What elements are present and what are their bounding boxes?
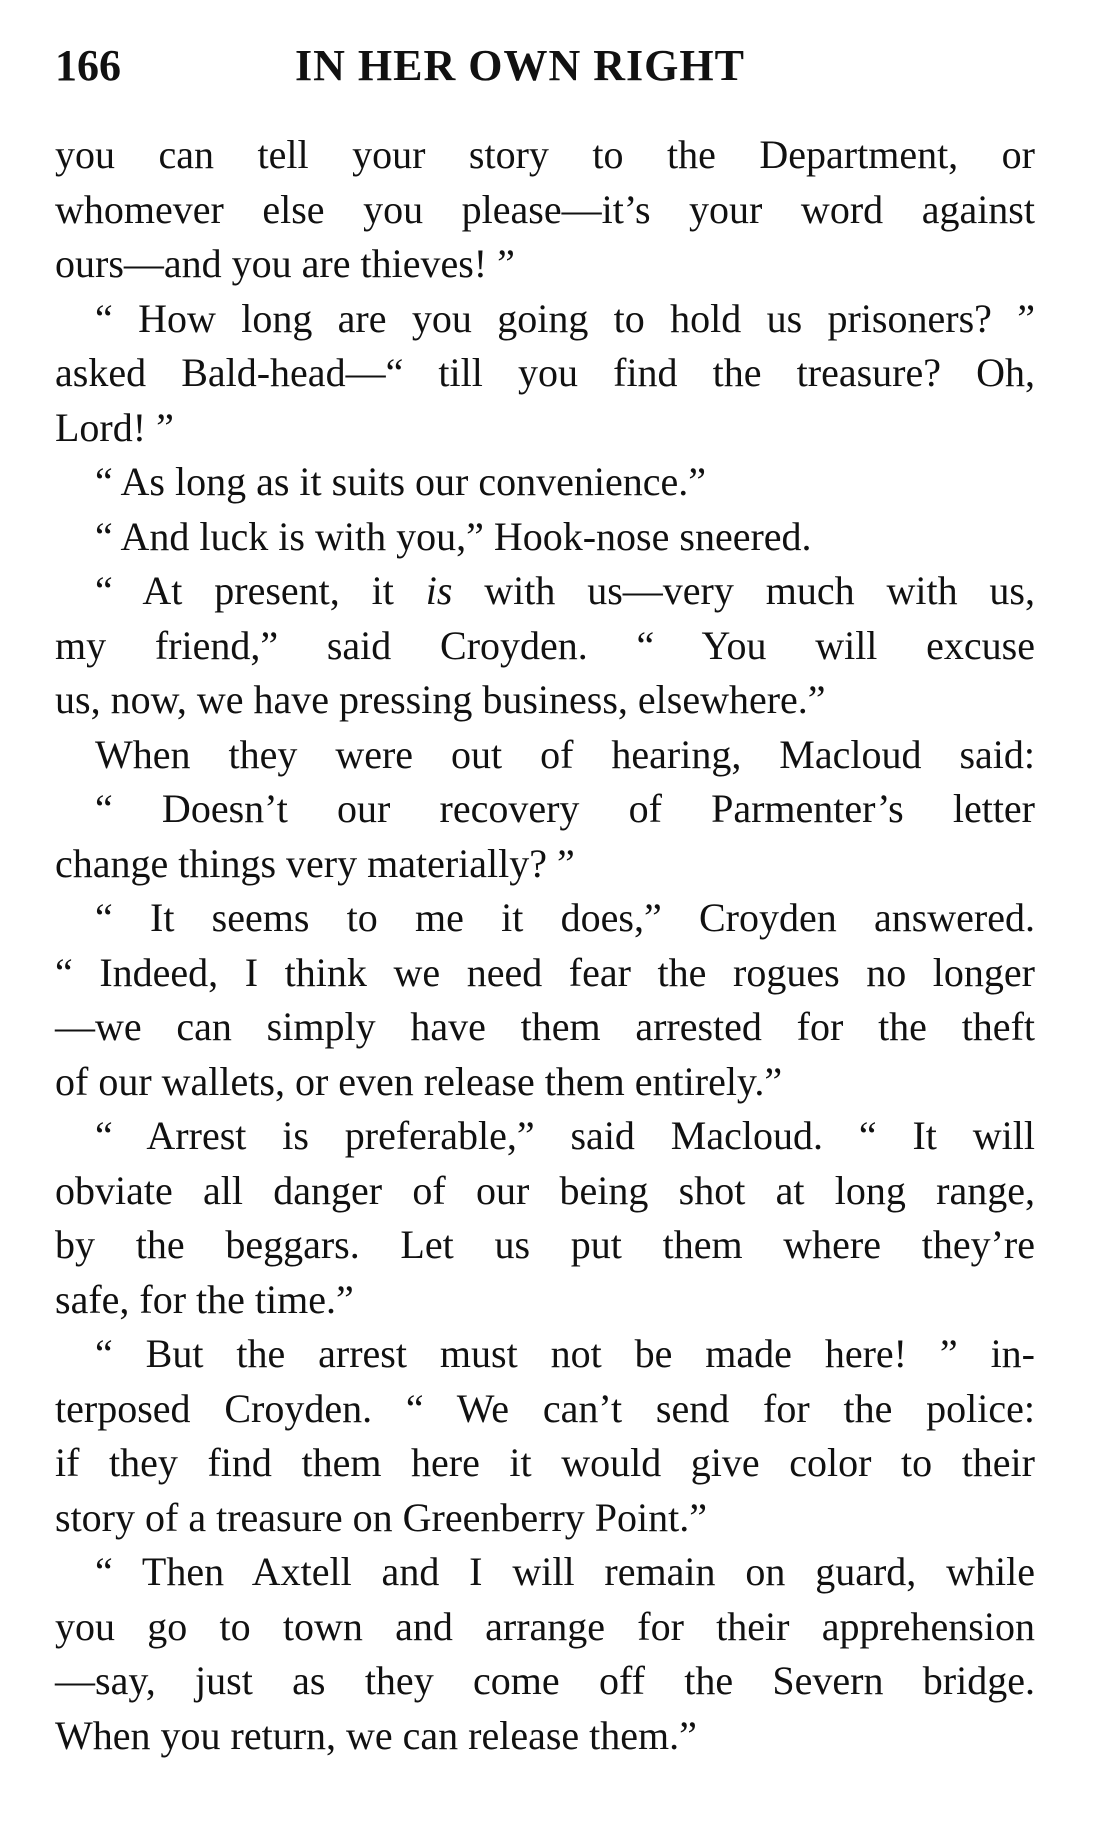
text-line: you can tell your story to the Department, or <box>55 132 1035 177</box>
text-line: story of a treasure on Greenberry Point.” <box>55 1494 707 1540</box>
text-line: When you return, we can release them.” <box>55 1712 697 1758</box>
text-line: “ And luck is with you,” Hook-nose sneered. <box>95 513 812 559</box>
text-line: “ How long are you going to hold us prisoners? ” <box>95 295 1035 341</box>
text-line: you go to town and arrange for their apprehension <box>55 1603 1035 1649</box>
text-line: “ Then Axtell and I will remain on guard, while <box>95 1549 1035 1594</box>
text-line: “ But the arrest must not be made here! ” in- <box>95 1331 1035 1376</box>
running-title: IN HER OWN RIGHT <box>295 41 745 90</box>
text-line: “ As long as it suits our convenience.” <box>95 459 706 504</box>
text-line: us, now, we have pressing business, elsewhere.” <box>55 677 826 722</box>
page-header <box>55 36 1035 96</box>
text-line: —we can simply have them arrested for the theft <box>55 1004 1035 1049</box>
text-line: ours—and you are thieves! ” <box>55 241 515 286</box>
text-line: by the beggars. Let us put them where they’re <box>55 1222 1035 1267</box>
text-line: “ Indeed, I think we need fear the rogues no longer <box>55 949 1035 995</box>
text-line: whomever else you please—it’s your word against <box>55 186 1035 232</box>
text-line: change things very materially? ” <box>55 840 575 886</box>
text-line: my friend,” said Croyden. “ You will excuse <box>55 622 1035 668</box>
text-line: obviate all danger of our being shot at long range, <box>55 1167 1035 1213</box>
text-line: “ Doesn’t our recovery of Parmenter’s letter <box>95 786 1035 831</box>
text-line: “ At present, it is with us—very much with us, <box>95 568 1035 613</box>
text-line: When they were out of hearing, Macloud said: <box>95 731 1035 777</box>
text-line: of our wallets, or even release them entirely.” <box>55 1058 783 1104</box>
text-line: —say, just as they come off the Severn bridge. <box>55 1658 1035 1703</box>
text-line: Lord! ” <box>55 404 174 450</box>
text-line: “ Arrest is preferable,” said Macloud. “ It will <box>95 1113 1035 1158</box>
text-line: “ It seems to me it does,” Croyden answered. <box>95 895 1035 940</box>
text-line: if they find them here it would give color to their <box>55 1440 1035 1485</box>
text-line: asked Bald-head—“ till you find the treasure? Oh, <box>55 350 1035 395</box>
page-number: 166 <box>55 41 121 90</box>
body-text <box>55 128 1035 1763</box>
text-line: terposed Croyden. “ We can’t send for the police: <box>55 1385 1035 1431</box>
text-line: safe, for the time.” <box>55 1276 354 1322</box>
